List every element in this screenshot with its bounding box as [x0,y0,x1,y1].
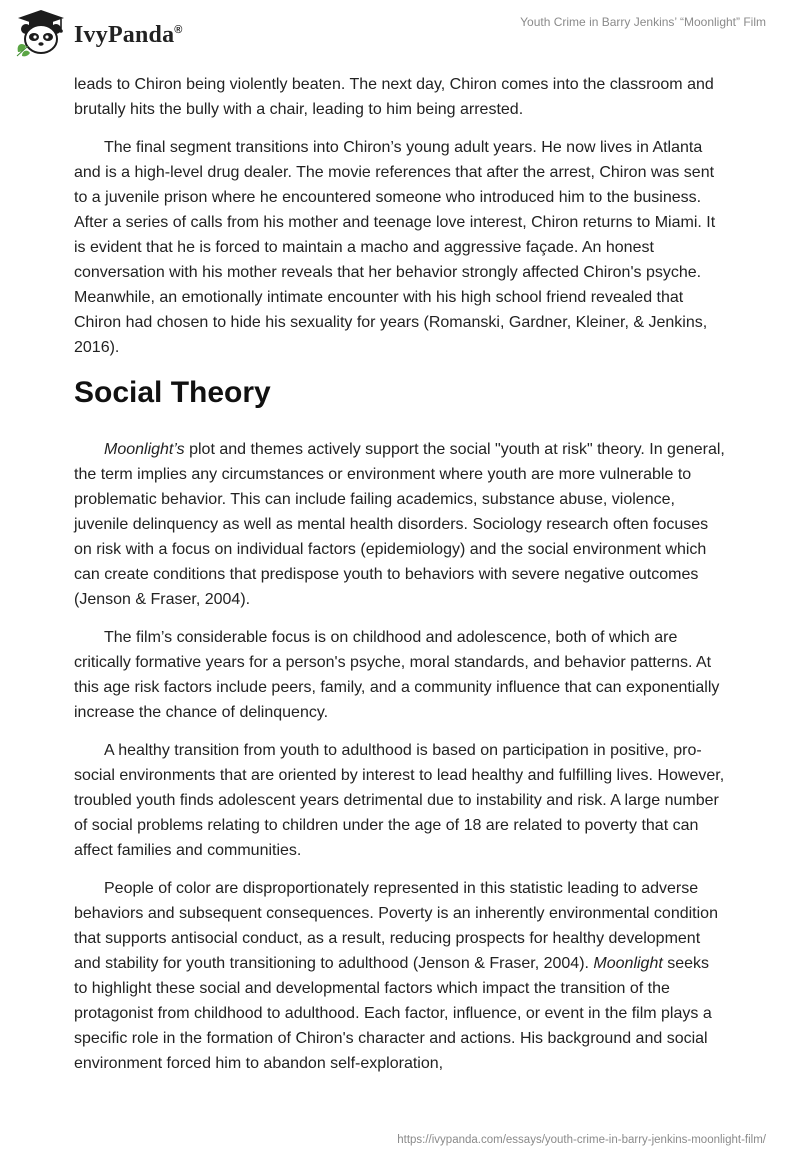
source-url[interactable]: https://ivypanda.com/essays/youth-crime-in-barry-jenkins-moonlight-film/ [397,1134,766,1146]
paragraph-2: The final segment transitions into Chiron’s young adult years. He now lives in Atlanta and is a high-level drug dealer. The movie references that after the arrest, Chiron was sent to a juvenile prison where he encountered someone who introduced him to the business. After a series of calls from his mother and teenage love interest, Chiron returns to Miami. It is evident that he is forced to maintain a macho and aggressive façade. An honest conversation with his mother reveals that her behavior strongly affected Chiron's psyche. Meanwhile, an emotionally intimate encounter with his high school friend revealed that Chiron had chosen to hide his sexuality for years (Romanski, Gardner, Kleiner, & Jenkins, 2016). [74,139,716,356]
page-header [0,0,800,70]
brand-name: IvyPanda® [74,21,183,48]
paragraph-6: People of color are disproportionately represented in this statistic leading to adverse behaviors and subsequent consequences. Poverty is an inherently environmental condition that supports antisocial conduct, as a result, reducing prospects for healthy development and stability for youth transitioning to adulthood (Jenson & Fraser, 2004). Moonlight seeks to highlight these social and developmental factors which impact the transition of the protagonist from childhood to adulthood. Each factor, influence, or event in the film plays a specific role in the formation of Chiron's character and actions. His background and social environment forced him to abandon self-exploration, [74,880,718,1072]
paragraph-4: The film’s considerable focus is on childhood and adolescence, both of which are critically formative years for a person's psyche, moral standards, and behavior patterns. At this age risk factors include peers, family, and a community influence that can exponentially increase the chance of delinquency. [74,629,720,721]
essay-body [74,72,726,1089]
paragraph-3: Moonlight’s plot and themes actively support the social "youth at risk" theory. In general, the term implies any circumstances or environment where youth are more vulnerable to problematic behavior. This can include failing academics, substance abuse, violence, juvenile delinquency as well as mental health disorders. Sociology research often focuses on risk with a focus on individual factors (epidemiology) and the social environment which can create conditions that predispose youth to behaviors with severe negative outcomes (Jenson & Fraser, 2004). [74,441,725,608]
ivypanda-logo[interactable] [14,8,183,58]
document-title: Youth Crime in Barry Jenkins’ “Moonlight” Film [520,15,766,29]
film-title-italic: Moonlight [593,955,663,972]
panda-graduate-icon [14,8,68,58]
paragraph-5: A healthy transition from youth to adulthood is based on participation in positive, pro-social environments that are oriented by interest to lead healthy and fulfilling lives. However, troubled youth finds adolescent years detrimental due to instability and risk. A large number of social problems relating to children under the age of 18 are related to poverty that can affect families and communities. [74,742,725,859]
paragraph-1: leads to Chiron being violently beaten. The next day, Chiron comes into the classroom and brutally hits the bully with a chair, leading to him being arrested. [74,76,714,118]
section-heading-social-theory: Social Theory [74,376,271,409]
film-title-italic: Moonlight’s [104,441,185,458]
